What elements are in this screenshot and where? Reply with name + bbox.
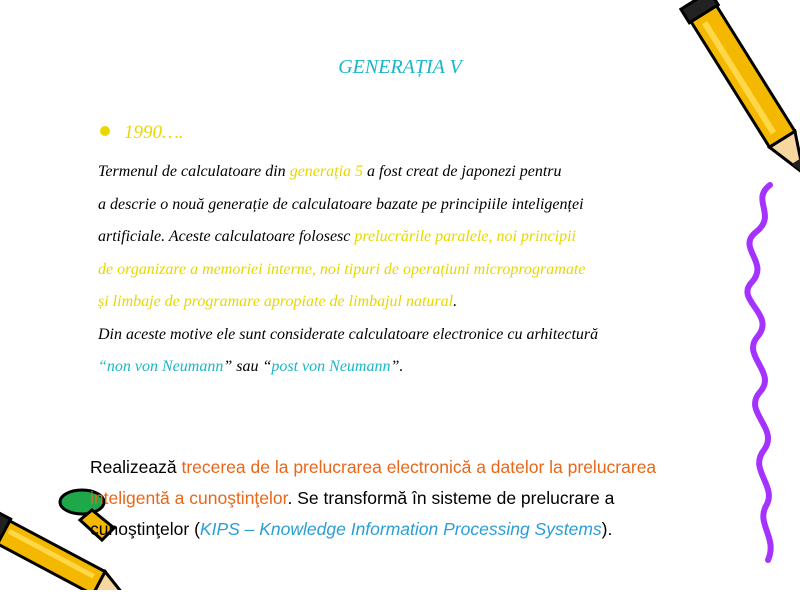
highlight-text: prelucrările paralele, noi principii [354, 228, 576, 245]
highlight-text: KIPS – Knowledge Information Processing Systems [199, 519, 602, 539]
squiggle-line-icon [747, 185, 770, 560]
slide-title: GENERAȚIA V [338, 56, 462, 78]
summary-line [90, 452, 656, 483]
bullet-dot-icon [100, 126, 110, 136]
paragraph-line [98, 156, 738, 189]
text: cunoştinţelor ( [90, 519, 200, 539]
paragraph-line [98, 286, 738, 319]
summary-paragraph [90, 452, 656, 545]
text: artificiale. Aceste calculatoare folosesc [98, 228, 355, 245]
text: . Se transformă în sisteme de prelucrare a [287, 488, 615, 508]
text: ”. [390, 358, 404, 375]
paragraph-line: a descrie o nouă generație de calculatoare bazate pe principiile inteligenței [98, 195, 584, 213]
description-paragraph [98, 156, 738, 384]
paragraph-line: Din aceste motive ele sunt considerate calculatoare electronice cu arhitectură [98, 325, 599, 343]
highlight-text: post von Neumann [271, 358, 391, 375]
text: a fost creat de japonezi pentru [363, 163, 562, 180]
highlight-text: non von Neumann [106, 358, 224, 375]
text: ). [601, 519, 613, 539]
paragraph-line [98, 221, 738, 254]
highlight-text: și limbaje de programare apropiate de limbajul natural [98, 293, 454, 310]
highlight-text: generația 5 [289, 163, 364, 180]
text: “ [98, 358, 107, 375]
bullet-text: 1990…. [124, 122, 184, 143]
text: Termenul de calculatoare din [98, 163, 290, 180]
bullet-item [100, 122, 184, 144]
highlight-text: inteligentă a cunoştinţelor [90, 488, 288, 508]
paragraph-line [98, 351, 738, 384]
text: ” sau “ [223, 358, 272, 375]
highlight-text: trecerea de la prelucrarea electronică a datelor la prelucrarea [181, 457, 657, 477]
text: . [453, 293, 458, 310]
summary-line [90, 483, 656, 514]
paragraph-line: de organizare a memoriei interne, noi tipuri de operațiuni microprogramate [98, 260, 586, 278]
text: Realizează [90, 457, 182, 477]
summary-line [90, 514, 656, 545]
